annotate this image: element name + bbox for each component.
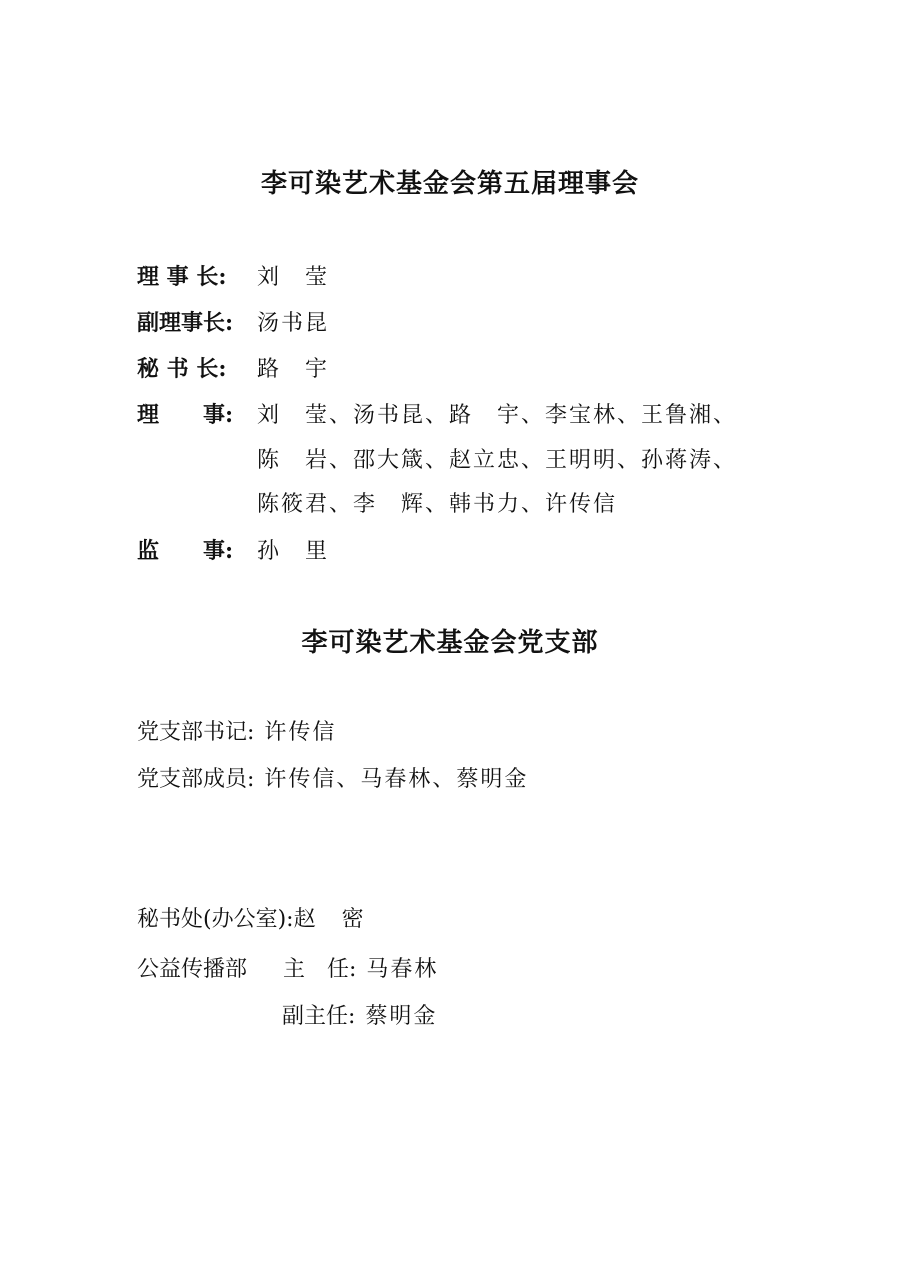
supervisor-row xyxy=(137,536,329,567)
chairman-row xyxy=(137,262,329,293)
chairman-label: 理 事 长: xyxy=(137,264,227,290)
party-branch-title: 李可染艺术基金会党支部 xyxy=(301,628,599,658)
directors-line-1: 刘 莹、汤书昆、路 宇、李宝林、王鲁湘、 xyxy=(257,403,738,428)
party-secretary-value: 许传信 xyxy=(264,720,337,745)
pr-deputy-label: 副主任: xyxy=(282,1004,356,1029)
pr-dept-row xyxy=(137,955,438,985)
directors-line-3: 陈筱君、李 辉、韩书力、许传信 xyxy=(257,492,618,517)
supervisor-label: 监 事: xyxy=(137,538,234,564)
secretariat-row xyxy=(137,905,366,935)
pr-dept-label: 公益传播部 xyxy=(137,957,248,982)
supervisor-value: 孙 里 xyxy=(257,539,330,564)
party-members-value: 许传信、马春林、蔡明金 xyxy=(264,767,529,792)
party-secretary-row xyxy=(137,718,336,748)
directors-label: 理 事: xyxy=(137,402,234,428)
secretary-general-row xyxy=(137,354,329,385)
directors-line-2: 陈 岩、邵大箴、赵立忠、王明明、孙蒋涛、 xyxy=(257,448,738,473)
pr-deputy-value: 蔡明金 xyxy=(365,1004,438,1029)
secretary-general-value: 路 宇 xyxy=(257,357,330,382)
chairman-value: 刘 莹 xyxy=(257,265,330,290)
secretary-general-label: 秘 书 长: xyxy=(137,356,227,382)
party-members-row xyxy=(137,765,528,795)
directors-row xyxy=(137,400,737,431)
vice-chairman-row xyxy=(137,308,329,339)
vice-chairman-label: 副理事长: xyxy=(137,310,234,336)
pr-director-value: 马春林 xyxy=(366,957,439,982)
pr-deputy-row xyxy=(282,1002,437,1032)
party-secretary-label: 党支部书记: xyxy=(137,720,255,745)
vice-chairman-value: 汤书昆 xyxy=(257,311,330,336)
secretariat-value: 赵 密 xyxy=(293,907,366,932)
party-members-label: 党支部成员: xyxy=(137,767,255,792)
secretariat-label: 秘书处(办公室): xyxy=(137,907,294,932)
board-title: 李可染艺术基金会第五届理事会 xyxy=(260,169,639,199)
pr-director-label: 主 任: xyxy=(283,957,357,982)
